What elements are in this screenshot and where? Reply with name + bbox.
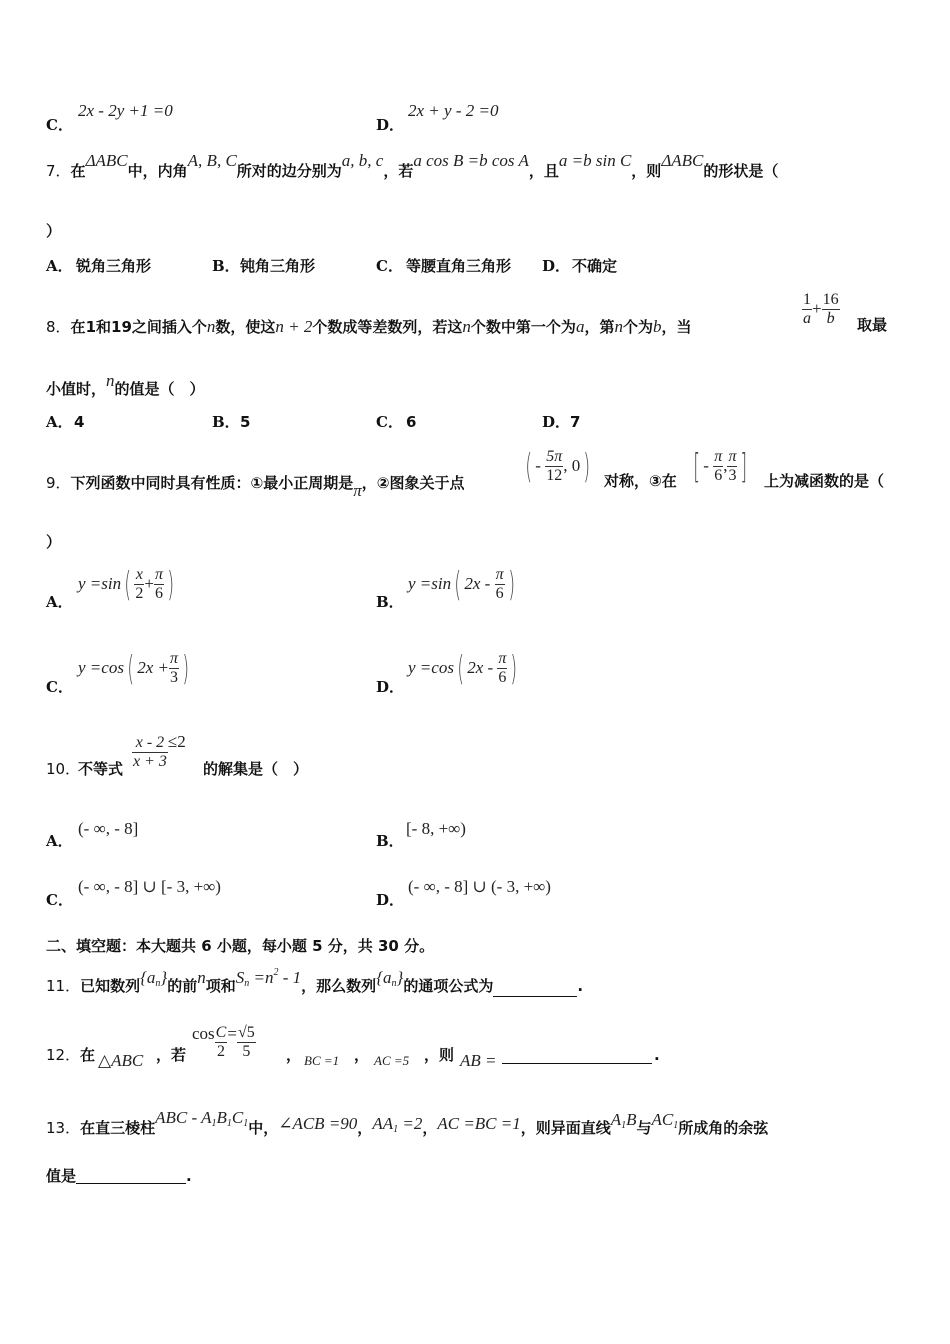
q8-text: 个数成等差数列，若这 — [312, 318, 463, 336]
q12-eq: = — [227, 1023, 237, 1043]
q6-option-c-equation: 2x - 2y +1 =0 — [78, 101, 173, 120]
q8-expr: n + 2 — [275, 317, 313, 336]
q9-interval-den-1: 6 — [714, 467, 723, 485]
q9-option-a-den-2: 6 — [154, 585, 163, 603]
q13-comma: ， — [357, 1119, 373, 1137]
q9-option-b-formula — [408, 566, 518, 604]
q9-paren-open-icon: ( — [525, 446, 532, 487]
q7-option-b-label: B． — [212, 257, 240, 275]
q8-var-a: a — [575, 317, 585, 336]
q7-text: ，则 — [631, 162, 662, 180]
q9-paren-close-icon: ) — [510, 648, 518, 689]
q6-option-d-label: D． — [376, 116, 405, 134]
q8-text: 的值是（ ） — [114, 380, 205, 398]
q13-line-a1b-a: A — [610, 1110, 622, 1129]
q13-prism-sub: 1 — [211, 1118, 217, 1129]
q7-number: 7． — [46, 162, 71, 180]
q12-text: ，若 — [156, 1046, 187, 1064]
q8-var-n: n — [462, 317, 471, 336]
q9-paren-close-icon: ) — [583, 446, 591, 487]
q9-text: 对称，③在 — [604, 472, 677, 490]
q9-bracket-close-icon: ] — [740, 446, 748, 487]
q9-option-d-func: y =cos — [408, 657, 454, 677]
q8-fraction-1-den: a — [803, 310, 811, 328]
q9-point-num: 5π — [545, 448, 563, 467]
q9-option-d-formula — [408, 650, 521, 688]
q12-value-den: 5 — [242, 1043, 251, 1061]
q9-option-a-num-1: x — [134, 566, 144, 585]
q9-option-a-num-2: π — [154, 566, 164, 585]
q10-option-d-text: (- ∞, - 8] ∪ (- 3, +∞) — [408, 877, 551, 896]
q9-option-d-num: π — [497, 650, 507, 669]
q8-text: 取最 — [857, 316, 888, 334]
q13-text: ，则异面直线 — [520, 1119, 611, 1137]
q11-stem — [46, 967, 584, 997]
q13-line-a1b-sub: 1 — [621, 1120, 627, 1131]
q8-text: ，第 — [584, 318, 615, 336]
q7-option-a-label: A． — [46, 257, 73, 275]
q12-end: . — [654, 1046, 660, 1064]
q11-sequence-end: } — [160, 968, 168, 987]
q9-interval-den-2: 3 — [728, 467, 737, 485]
q8-text: 之间插入个 — [131, 318, 207, 336]
q8-var-n: n — [106, 371, 115, 390]
q13-text: 在直三棱柱 — [80, 1119, 156, 1137]
q9-point-minus: - — [535, 455, 541, 475]
q9-stem-line1 — [46, 474, 465, 500]
q13-comma: ， — [422, 1119, 438, 1137]
q10-text: 的解集是（ ） — [203, 760, 309, 778]
q13-text: 值是 — [46, 1167, 77, 1185]
q10-option-a-text: (- ∞, - 8] — [78, 819, 139, 838]
q10-fraction — [132, 734, 168, 772]
q7-text: 在 — [70, 162, 86, 180]
q9-option-b-mid: 2x - — [464, 573, 491, 593]
q11-sum-eq: =n — [249, 968, 274, 987]
q11-number: 11． — [46, 977, 81, 995]
q10-option-b-text: [- 8, +∞) — [406, 819, 466, 838]
q9-option-c-mid: 2x + — [137, 657, 169, 677]
q11-text: 的前 — [167, 977, 198, 995]
q8-fraction-1 — [802, 291, 812, 329]
q8-option-c-text: 6 — [406, 413, 417, 431]
q11-sequence-base: {a — [140, 968, 156, 987]
q8-text: 小值时， — [46, 380, 107, 398]
q9-option-d-label: D． — [376, 678, 405, 696]
q6-option-c-label: C． — [46, 116, 73, 134]
q9-text: 上为减函数的是（ — [764, 472, 885, 490]
q7-text: 所对的边分别为 — [236, 162, 342, 180]
q8-number: 8． — [46, 318, 71, 336]
q9-paren-open-icon: ( — [124, 564, 132, 605]
q7-angles: A, B, C — [187, 151, 237, 170]
q13-line-a1b-b: B — [626, 1110, 637, 1129]
q10-option-a-label: A． — [46, 832, 73, 850]
q9-interval — [690, 448, 751, 486]
q9-option-c-num: π — [169, 650, 179, 669]
q9-option-a-op: + — [144, 573, 154, 593]
q11-sum-power: 2 — [273, 967, 279, 978]
q13-prism-b: B — [216, 1108, 227, 1127]
q9-point-fraction — [545, 448, 563, 486]
q13-prism-base: ABC - A — [155, 1108, 212, 1127]
q9-pi: π — [353, 481, 362, 500]
q13-answer-blank[interactable] — [76, 1183, 186, 1184]
q12-text: ，则 — [424, 1046, 455, 1064]
q12-ab: AB = — [460, 1051, 497, 1070]
q9-option-b-label: B． — [376, 593, 404, 611]
q9-interval-num-2: π — [727, 448, 737, 467]
q8-fraction-1-num: 1 — [802, 291, 812, 310]
q9-point-den: 12 — [546, 467, 563, 485]
q7-option-b-text: 钝角三角形 — [240, 257, 316, 275]
q9-bracket-open-icon: [ — [693, 446, 700, 487]
q10-fraction-num: x - 2 — [132, 734, 168, 753]
q11-sequence-end: } — [396, 968, 404, 987]
q8-text: 数，使这 — [215, 318, 276, 336]
q8-var-b: b — [652, 317, 662, 336]
q7-option-c-text: 等腰直角三角形 — [406, 257, 512, 275]
q9-option-a-den-1: 2 — [135, 585, 144, 603]
q8-text: 个数中第一个为 — [470, 318, 576, 336]
q13-line-ac1 — [652, 1110, 679, 1129]
q8-text: 和 — [96, 318, 112, 336]
q9-option-b-func: y =sin — [408, 573, 452, 593]
q11-text: 已知数列 — [80, 977, 141, 995]
q11-sequence-base: {a — [376, 968, 392, 987]
q11-text: 的通项公式为 — [403, 977, 494, 995]
q11-sum-tail: - 1 — [278, 968, 302, 987]
q12-value — [237, 1024, 256, 1062]
q11-sum-s: S — [235, 968, 245, 987]
q8-stem-line1 — [46, 318, 691, 335]
q8-value: 19 — [111, 318, 132, 336]
q13-prism-c: C — [231, 1108, 244, 1127]
q8-option-d-text: 7 — [570, 413, 581, 431]
q13-prism — [155, 1108, 248, 1127]
q13-text: 中， — [248, 1119, 279, 1137]
q7-condition2: a =b sin C — [558, 151, 632, 170]
q13-aa1-base: AA — [372, 1114, 394, 1133]
q9-option-a-func: y =sin — [78, 573, 122, 593]
q9-option-c-frac — [169, 650, 179, 688]
q11-sequence-sub: n — [391, 978, 397, 989]
q13-end: . — [186, 1167, 192, 1185]
q12-triangle: △ABC — [98, 1051, 144, 1070]
q12-bc: BC =1 — [304, 1053, 340, 1068]
q13-number: 13． — [46, 1119, 81, 1137]
q8-plus: + — [812, 298, 822, 318]
q13-prism-sub: 1 — [243, 1118, 249, 1129]
q13-aa1-value: =2 — [398, 1114, 423, 1133]
q8-text: ，当 — [661, 318, 692, 336]
q7-triangle: ΔABC — [661, 151, 704, 170]
q13-aa1-sub: 1 — [393, 1124, 399, 1135]
q9-interval-fraction-1 — [713, 448, 723, 486]
q12-half-angle — [215, 1024, 228, 1062]
q9-option-a-formula — [78, 566, 177, 604]
q7-condition1: a cos B =b cos A — [413, 151, 529, 170]
q8-fraction-2-den: b — [826, 310, 835, 328]
q7-stem-line1 — [46, 151, 779, 180]
q8-stem-line2 — [46, 371, 205, 398]
q9-paren-close-icon: ) — [167, 564, 174, 605]
q8-var-n: n — [614, 317, 623, 336]
q12-comma: ， — [354, 1046, 370, 1064]
q8-option-b-label: B． — [212, 413, 240, 431]
q10-relation: ≤2 — [167, 731, 186, 751]
q13-line-ac1-base: AC — [651, 1110, 674, 1129]
q9-option-d-mid: 2x - — [467, 657, 494, 677]
q7-triangle: ΔABC — [85, 151, 128, 170]
q9-paren-close-icon: ) — [182, 648, 189, 689]
q10-fraction-den: x + 3 — [133, 753, 167, 771]
q8-fraction-2 — [822, 291, 840, 329]
q11-sum-formula — [236, 968, 301, 987]
q13-aa1 — [372, 1114, 422, 1133]
q10-option-c-label: C． — [46, 891, 73, 909]
q8-option-a-text: 4 — [74, 413, 85, 431]
q9-option-a-frac-2 — [154, 566, 164, 604]
q8-text: 在 — [70, 318, 86, 336]
q9-option-a-label: A． — [46, 593, 73, 611]
q9-text: 下列函数中同时具有性质：①最小正周期是 — [70, 474, 354, 492]
q8-option-b-text: 5 — [240, 413, 251, 431]
q7-close-paren: ） — [46, 222, 62, 240]
q9-interval-minus: - — [703, 455, 709, 475]
q7-text: 的形状是（ — [703, 162, 779, 180]
q9-option-b-den: 6 — [495, 585, 504, 603]
q13-line-a1b — [611, 1110, 637, 1129]
q7-text: 中，内角 — [127, 162, 188, 180]
q9-option-c-den: 3 — [169, 669, 178, 687]
q12-value-num: √5 — [237, 1024, 256, 1043]
q13-stem-line2 — [46, 1169, 192, 1184]
q9-option-b-num: π — [495, 566, 505, 585]
q11-text: 项和 — [205, 977, 236, 995]
q11-sequence — [376, 968, 403, 987]
q12-comma: ， — [286, 1046, 302, 1064]
q9-option-d-den: 6 — [498, 669, 507, 687]
q11-var-n: n — [197, 968, 206, 987]
q12-answer-blank[interactable] — [502, 1063, 652, 1064]
q7-option-d-text: 不确定 — [572, 257, 618, 275]
q9-option-d-frac — [497, 650, 507, 688]
q10-inequality — [132, 731, 186, 772]
q11-sum-sub: n — [244, 978, 250, 989]
q9-paren-close-icon: ) — [507, 564, 515, 605]
q11-end: . — [577, 977, 584, 995]
q9-number: 9． — [46, 474, 71, 492]
q13-ac-bc: AC =BC =1 — [437, 1114, 521, 1133]
q9-point-rest: , 0 — [563, 455, 581, 475]
q8-fraction-2-num: 16 — [822, 291, 840, 310]
q8-option-c-label: C． — [376, 413, 403, 431]
q7-text: ，且 — [528, 162, 559, 180]
q10-option-b-label: B． — [376, 832, 404, 850]
q12-cos: cos — [192, 1023, 215, 1043]
q9-interval-fraction-2 — [727, 448, 737, 486]
q9-interval-comma: , — [723, 455, 728, 475]
q8-text: 个为 — [622, 318, 653, 336]
q7-sides: a, b, c — [341, 151, 384, 170]
q8-var-n: n — [206, 317, 216, 336]
q9-close-paren: ） — [46, 533, 62, 551]
q12-cos-condition — [192, 1024, 256, 1062]
q9-point — [522, 448, 593, 486]
q9-interval-num-1: π — [713, 448, 723, 467]
q9-option-c-label: C． — [46, 678, 73, 696]
q10-option-d-label: D． — [376, 891, 405, 909]
q7-option-c-label: C． — [376, 257, 403, 275]
q9-text: ，②图象关于点 — [361, 474, 465, 492]
q13-text: 与 — [636, 1119, 652, 1137]
q10-number: 10． — [46, 760, 81, 778]
q12-text: 在 — [80, 1046, 96, 1064]
q9-option-b-frac — [495, 566, 505, 604]
q9-paren-open-icon: ( — [457, 648, 464, 689]
q13-prism-sub: 1 — [226, 1118, 232, 1129]
q13-stem-line1 — [46, 1108, 769, 1139]
q10-option-c-text: (- ∞, - 8] ∪ [- 3, +∞) — [78, 877, 221, 896]
q9-paren-open-icon: ( — [127, 648, 134, 689]
q9-paren-open-icon: ( — [454, 564, 462, 605]
q10-text: 不等式 — [78, 760, 124, 778]
q12-half-angle-den: 2 — [217, 1043, 225, 1061]
q12-half-angle-num: C — [215, 1024, 228, 1043]
q8-option-d-label: D． — [542, 413, 571, 431]
q12-number: 12． — [46, 1046, 81, 1064]
q9-option-c-func: y =cos — [78, 657, 124, 677]
q11-answer-blank[interactable] — [493, 996, 577, 997]
q13-text: 所成角的余弦 — [678, 1119, 769, 1137]
q13-angle: ∠ACB =90 — [278, 1114, 358, 1133]
q8-value: 1 — [85, 318, 96, 336]
q8-option-a-label: A． — [46, 413, 73, 431]
q6-option-d-equation: 2x + y - 2 =0 — [408, 101, 499, 120]
q13-line-ac1-sub: 1 — [673, 1120, 679, 1131]
q9-option-c-formula — [78, 650, 192, 688]
q8-fraction-expr — [802, 291, 840, 329]
q11-sequence — [140, 968, 167, 987]
q9-option-a-frac-1 — [134, 566, 144, 604]
q11-sequence-sub: n — [155, 978, 161, 989]
q7-option-a-text: 锐角三角形 — [76, 257, 152, 275]
section-2-title: 二、填空题：本大题共 6 小题，每小题 5 分，共 30 分。 — [46, 937, 435, 955]
q7-text: ，若 — [383, 162, 414, 180]
q12-ac: AC =5 — [374, 1053, 410, 1068]
q7-option-d-label: D． — [542, 257, 571, 275]
q11-text: ，那么数列 — [301, 977, 377, 995]
